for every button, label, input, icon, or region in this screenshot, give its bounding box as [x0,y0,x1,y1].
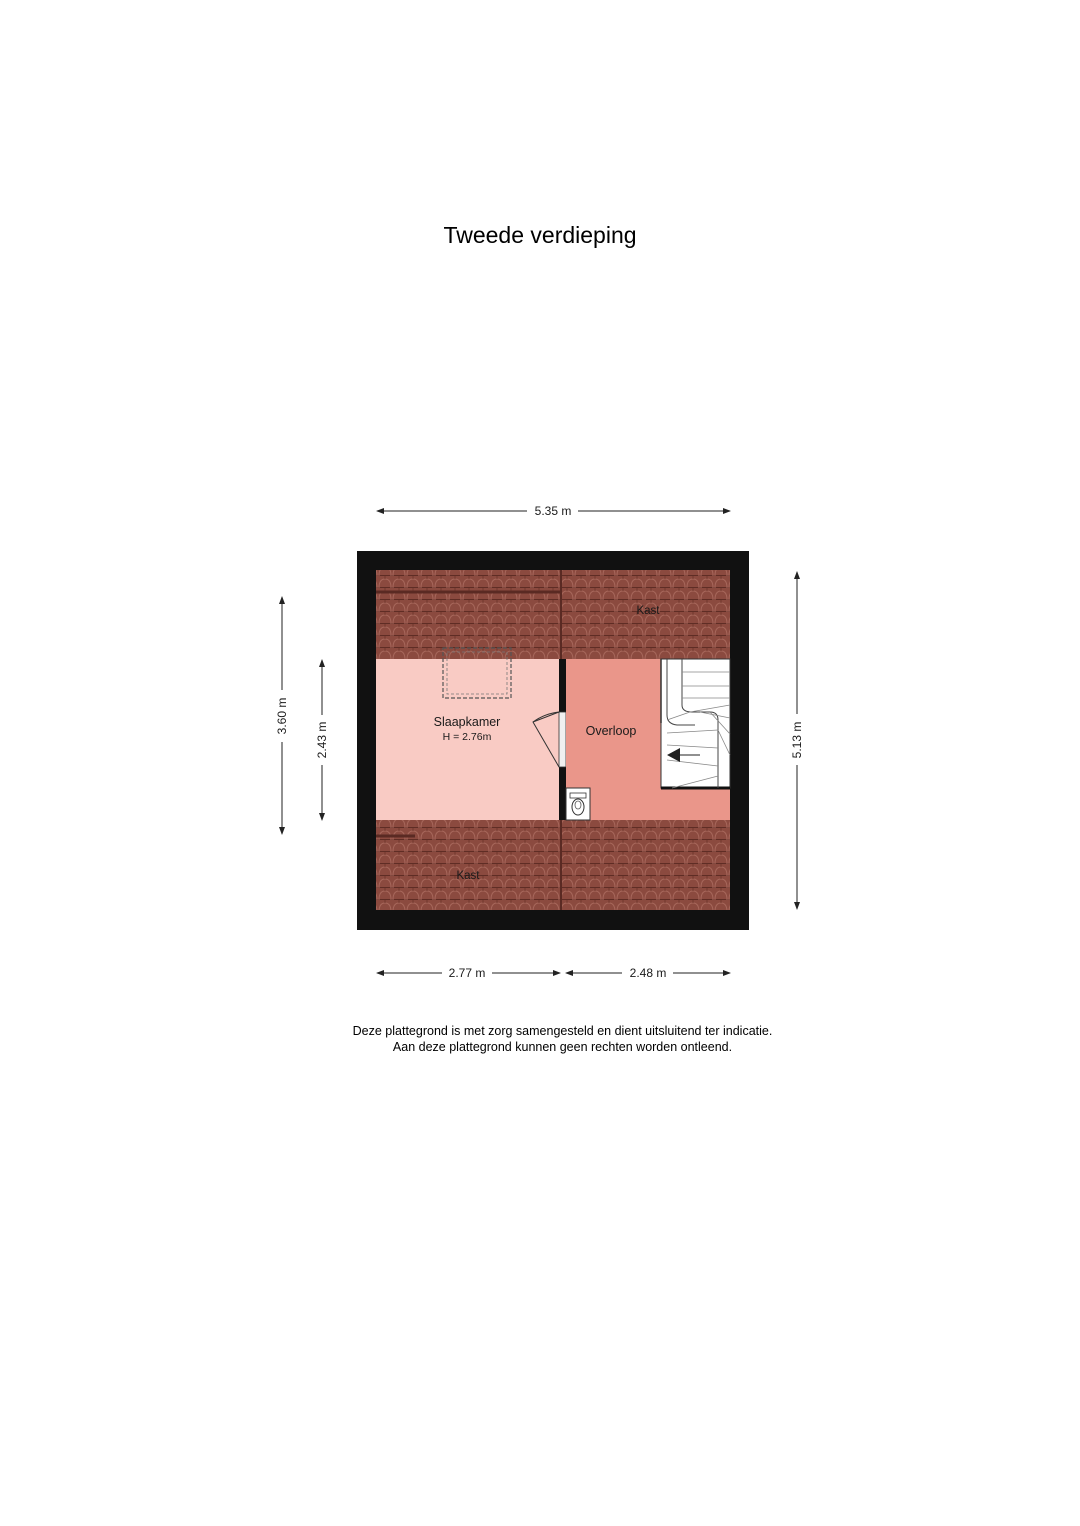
roof-area-top [376,570,730,659]
slaapkamer-label: Slaapkamer [433,715,501,729]
door-opening [559,712,566,767]
slaapkamer-height: H = 2.76m [442,731,492,743]
kast-label-top: Kast [636,605,660,617]
kast-label-bottom: Kast [456,870,480,882]
disclaimer-line-2: Aan deze plattegrond kunnen geen rechten worden ontleend. [392,1040,733,1054]
disclaimer [0,1023,1080,1055]
dimension-left-inner-label: 2.43 m [315,721,329,759]
toilet-icon [566,788,590,820]
dimension-bottom-left-label: 2.77 m [448,966,486,980]
overloop-label: Overloop [585,724,637,738]
dimension-right-label: 5.13 m [790,721,804,759]
disclaimer-line-1: Deze plattegrond is met zorg samengesteld en dient uitsluitend ter indicatie. [352,1024,773,1038]
dimension-left-outer-label: 3.60 m [275,697,289,735]
staircase [661,659,730,788]
dimension-top-label: 5.35 m [534,504,572,518]
roof-area-bottom [376,820,730,910]
dimension-bottom-right-label: 2.48 m [629,966,667,980]
floor-title: Tweede verdieping [443,222,637,248]
